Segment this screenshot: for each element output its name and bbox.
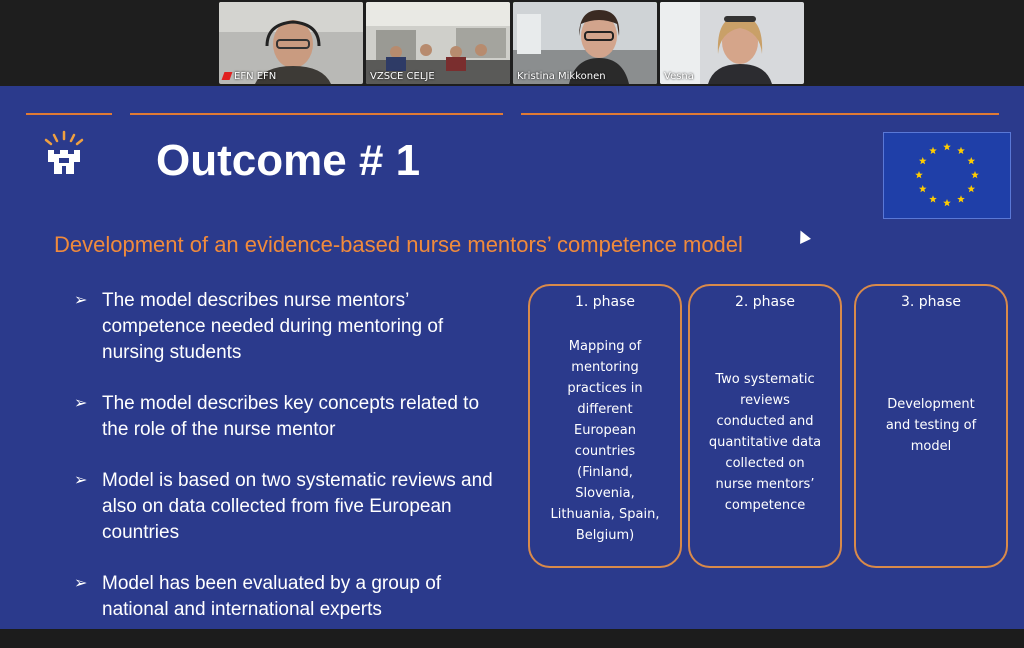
participant-tile-efn[interactable] [219, 2, 363, 84]
participant-tile-vesna[interactable] [660, 2, 804, 84]
university-logo-icon [42, 130, 86, 180]
phase-description: Mapping of mentoring practices in different European countries (Finland, Slovenia, Lithuania, Spain, Belgium) [550, 339, 660, 543]
arrow-bullet-icon: ➢ [74, 575, 88, 592]
participant-tile-vzsce[interactable] [366, 2, 510, 84]
slide-divider [130, 113, 503, 115]
arrow-bullet-icon: ➢ [74, 292, 88, 309]
participant-name: Vesna [664, 71, 694, 82]
list-item: ➢ Model has been evaluated by a group of national and international experts [74, 573, 442, 620]
bullet-list [74, 288, 504, 648]
phase-box-2 [688, 284, 842, 568]
mouse-pointer-icon [795, 228, 811, 244]
muted-mic-icon [222, 72, 233, 80]
participant-name: Kristina Mikkonen [517, 71, 606, 82]
phase-box-1 [528, 284, 682, 568]
phase-description: Two systematic reviews conducted and quantitative data collected on nurse mentors’ competence [708, 372, 822, 513]
slide-title: Outcome # 1 [156, 136, 421, 185]
participant-name: EFN EFN [223, 71, 276, 82]
arrow-bullet-icon: ➢ [74, 395, 88, 412]
participant-name: VZSCE CELJE [370, 71, 435, 82]
slide-subtitle: Development of an evidence-based nurse mentors’ competence model [54, 232, 743, 257]
video-participant-bar [0, 0, 1024, 86]
presentation-slide [0, 86, 1024, 629]
participant-tile-kristina[interactable] [513, 2, 657, 84]
phase-description: Development and testing of model [885, 397, 977, 454]
phase-title: 1. phase [574, 294, 636, 310]
phase-title: 3. phase [900, 294, 962, 310]
slide-divider [521, 113, 999, 115]
phase-title: 2. phase [734, 294, 796, 310]
eu-flag-icon [883, 132, 1011, 219]
list-item: ➢ Model is based on two systematic reviews and also on data collected from five European countries [74, 470, 493, 543]
list-item: ➢ The model describes nurse mentors’ competence needed during mentoring of nursing students [74, 290, 444, 363]
phase-box-3 [854, 284, 1008, 568]
slide-divider [26, 113, 112, 115]
arrow-bullet-icon: ➢ [74, 472, 88, 489]
list-item: ➢ The model describes key concepts related to the role of the nurse mentor [74, 393, 480, 440]
